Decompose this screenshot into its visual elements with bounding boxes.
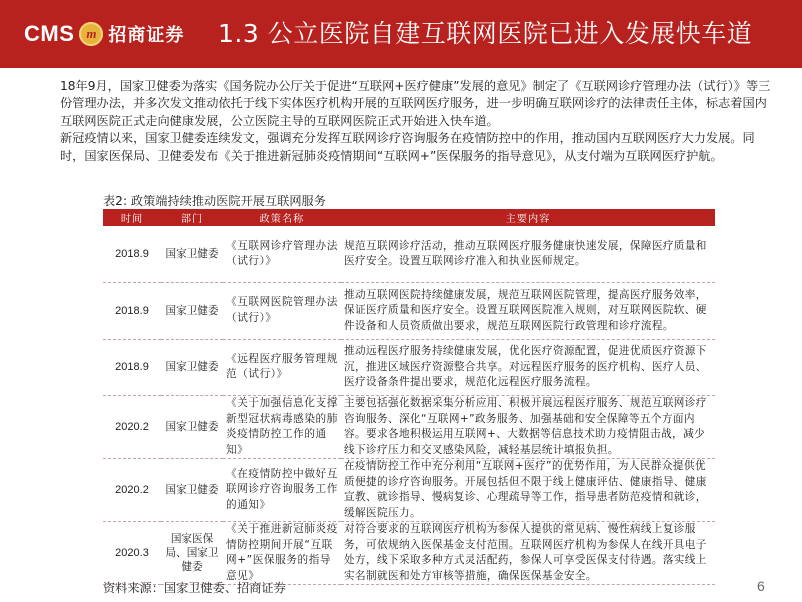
table-row [103,283,715,340]
cell-time: 2020.2 [103,459,161,522]
cell-time: 2018.9 [103,283,161,340]
cell-content: 规范互联网诊疗活动，推动互联网医疗服务健康快速发展，保障医疗质量和医疗安全。设置互联网诊疗准入和执业医师规定。 [341,226,715,283]
policy-table-container [103,209,715,585]
header-policy-name: 政策名称 [223,209,341,226]
logo-cms-text: CMS [24,21,75,46]
cell-content: 主要包括强化数据采集分析应用、积极开展远程医疗服务、规范互联网诊疗咨询服务、深化“互联网+”政务服务、加强基础和安全保障等五个方面内容。要求各地积极运用互联网+、大数据等信息技术助力疫情阻击战，减少线下诊疗压力和交叉感染风险，减轻基层统计填报负担。 [341,396,715,459]
table-row [103,459,715,522]
table-row [103,396,715,459]
cell-dept: 国家医保局、国家卫健委 [161,522,223,585]
table-row [103,226,715,283]
table-caption: 表2: 政策端持续推动医院开展互联网服务 [103,194,326,208]
cell-dept: 国家卫健委 [161,396,223,459]
cell-policy-name: 《互联网诊疗管理办法（试行）》 [223,226,341,283]
cell-dept: 国家卫健委 [161,283,223,340]
cell-time: 2018.9 [103,226,161,283]
intro-paragraph-2: 新冠疫情以来，国家卫健委连续发文，强调充分发挥互联网诊疗咨询服务在疫情防控中的作用，推动国内互联网医疗大力发展。同时，国家医保局、卫健委发布《关于推进新冠肺炎疫情期间“互联网+”医保服务的指导意见》，从支付端为互联网医疗护航。 [60,131,755,163]
header-content: 主要内容 [341,209,715,226]
table-row [103,522,715,585]
cell-policy-name: 《关于推进新冠肺炎疫情防控期间开展“互联网+”医保服务的指导意见》 [223,522,341,585]
cell-policy-name: 《互联网医院管理办法（试行）》 [223,283,341,340]
table-header-row [103,209,715,226]
cell-time: 2018.9 [103,339,161,396]
cell-content: 在疫情防控工作中充分利用“互联网+医疗”的优势作用，为人民群众提供优质便捷的诊疗咨询服务。开展包括但不限于线上健康评估、健康指导、健康宣教、就诊指导、慢病复诊、心理疏导等工作，指导患者防范疫情和就诊，缓解医院压力。 [341,459,715,522]
cell-content: 推动远程医疗服务持续健康发展，优化医疗资源配置，促进优质医疗资源下沉，推进区域医疗资源整合共享。对远程医疗服务的医疗机构、医疗人员、医疗设备条件提出要求，规范化远程医疗服务流程。 [341,339,715,396]
cell-content: 对符合要求的互联网医疗机构为参保人提供的常见病、慢性病线上复诊服务，可依规纳入医保基金支付范围。互联网医疗机构为参保人在线开具电子处方，线下采取多种方式灵活配药，参保人可享受医保支付待遇。落实线上实名制就医和处方审核等措施，确保医保基金安全。 [341,522,715,585]
page-number: 6 [757,578,765,594]
header-dept: 部门 [161,209,223,226]
header-bar [0,0,802,68]
table-row [103,339,715,396]
intro-paragraph-1: 18年9月，国家卫健委为落实《国务院办公厅关于促进“互联网+医疗健康”发展的意见》制定了《互联网诊疗管理办法（试行）》等三份管理办法，并多次发文推动依托于线下实体医疗机构开展的互联网医疗服务，进一步明确互联网诊疗的法律责任主体，标志着国内互联网医院正式走向健康发展，公立医院主导的互联网医院正式开始进入快车道。 [60,79,771,128]
cell-time: 2020.3 [103,522,161,585]
logo-emblem-icon: m [79,22,103,46]
header-time: 时间 [103,209,161,226]
company-logo [24,19,184,49]
cell-dept: 国家卫健委 [161,339,223,396]
intro-text [60,78,772,165]
cell-policy-name: 《在疫情防控中做好互联网诊疗咨询服务工作的通知》 [223,459,341,522]
cell-dept: 国家卫健委 [161,459,223,522]
page-title: 1.3 公立医院自建互联网医院已进入发展快车道 [218,19,753,48]
cell-policy-name: 《关于加强信息化支撑新型冠状病毒感染的肺炎疫情防控工作的通知》 [223,396,341,459]
cell-policy-name: 《远程医疗服务管理规范（试行）》 [223,339,341,396]
source-note: 资料来源：国家卫健委、招商证券 [103,581,286,595]
cell-time: 2020.2 [103,396,161,459]
cell-dept: 国家卫健委 [161,226,223,283]
policy-table [103,209,715,585]
logo-chinese-name: 招商证券 [108,25,185,46]
cell-content: 推动互联网医院持续健康发展，规范互联网医院管理，提高医疗服务效率，保证医疗质量和医疗安全。设置互联网医院准入规则，对互联网医院软、硬件设备和人员资质做出要求，规范互联网医院行政管理和诊疗流程。 [341,283,715,340]
